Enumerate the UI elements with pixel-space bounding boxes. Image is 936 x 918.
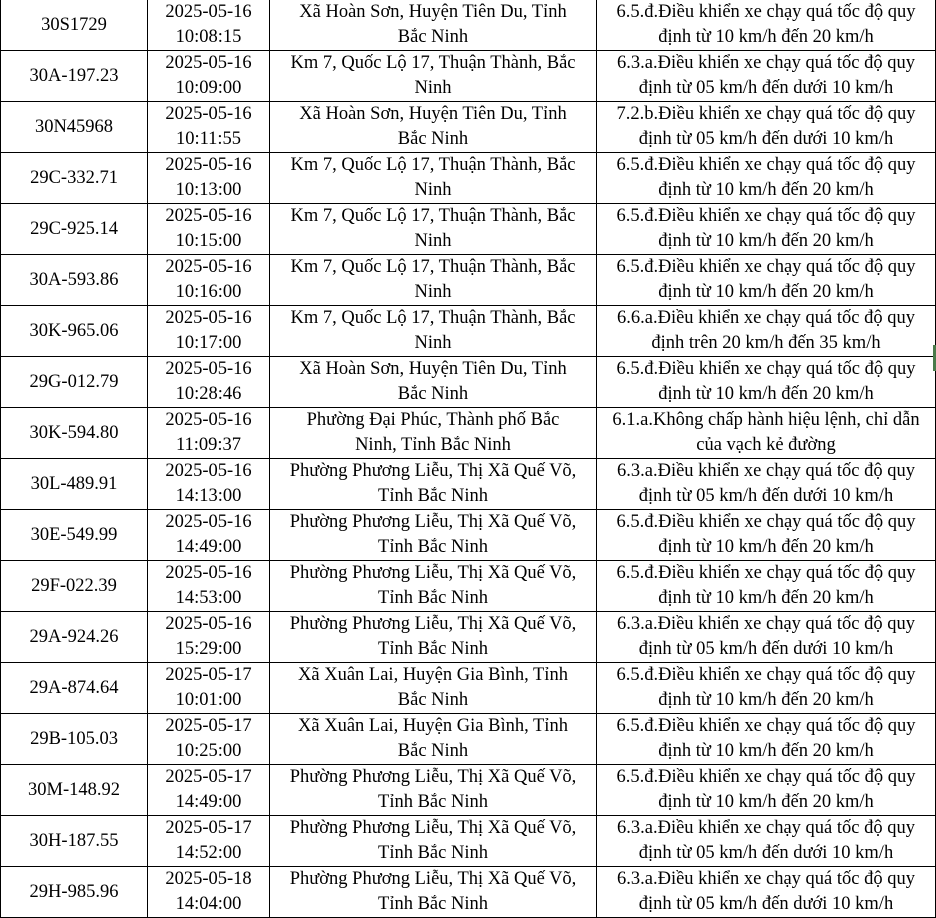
datetime-cell — [148, 0, 270, 51]
violation-line-1: 6.3.a.Điều khiển xe chạy quá tốc độ quy — [617, 461, 915, 481]
plate-cell — [1, 663, 148, 714]
violation-line-2: định trên 20 km/h đến 35 km/h — [651, 333, 881, 353]
violation-date: 2025-05-16 — [165, 53, 252, 73]
table-row — [1, 459, 936, 510]
location-line-2: Bắc Ninh — [397, 690, 469, 710]
location-cell — [270, 714, 597, 765]
violation-line-2: định từ 05 km/h đến dưới 10 km/h — [638, 639, 894, 659]
violation-date: 2025-05-17 — [165, 767, 252, 787]
plate-number: 30S1729 — [41, 14, 107, 35]
violation-line-1: 6.5.đ.Điều khiển xe chạy quá tốc độ quy — [616, 563, 916, 583]
violation-cell — [597, 663, 936, 714]
table-row — [1, 408, 936, 459]
violation-line-1: 6.3.a.Điều khiển xe chạy quá tốc độ quy — [617, 869, 915, 889]
location-line-1: Phường Phương Liễu, Thị Xã Quế Võ, — [289, 818, 577, 838]
plate-cell — [1, 357, 148, 408]
violation-line-1: 6.5.đ.Điều khiển xe chạy quá tốc độ quy — [616, 257, 916, 277]
violation-line-2: định từ 05 km/h đến dưới 10 km/h — [638, 843, 894, 863]
table-row — [1, 306, 936, 357]
violation-date: 2025-05-17 — [165, 665, 252, 685]
violation-time: 14:04:00 — [175, 894, 242, 914]
datetime-cell — [148, 255, 270, 306]
table-row — [1, 765, 936, 816]
location-line-1: Xã Hoàn Sơn, Huyện Tiên Du, Tỉnh — [299, 359, 567, 379]
plate-number: 30L-489.91 — [30, 473, 118, 494]
location-line-2: Ninh — [414, 333, 452, 353]
violation-cell — [597, 153, 936, 204]
violation-time: 10:15:00 — [175, 231, 242, 251]
violation-line-1: 6.6.a.Điều khiển xe chạy quá tốc độ quy — [617, 308, 915, 328]
violation-date: 2025-05-16 — [165, 206, 252, 226]
violation-cell — [597, 510, 936, 561]
plate-cell — [1, 561, 148, 612]
location-line-1: Phường Phương Liễu, Thị Xã Quế Võ, — [289, 869, 577, 889]
violation-line-1: 6.5.đ.Điều khiển xe chạy quá tốc độ quy — [616, 2, 916, 22]
plate-number: 30N45968 — [34, 116, 114, 137]
location-line-2: Tỉnh Bắc Ninh — [378, 843, 488, 863]
table-row — [1, 255, 936, 306]
location-cell — [270, 51, 597, 102]
datetime-cell — [148, 408, 270, 459]
location-line-2: Ninh, Tỉnh Bắc Ninh — [355, 435, 511, 455]
violation-cell — [597, 408, 936, 459]
violation-line-1: 6.5.đ.Điều khiển xe chạy quá tốc độ quy — [616, 359, 916, 379]
violation-line-2: định từ 05 km/h đến dưới 10 km/h — [638, 894, 894, 914]
violation-line-2: định từ 05 km/h đến dưới 10 km/h — [638, 486, 894, 506]
location-line-1: Km 7, Quốc Lộ 17, Thuận Thành, Bắc — [290, 53, 576, 73]
plate-cell — [1, 51, 148, 102]
location-line-1: Xã Xuân Lai, Huyện Gia Bình, Tỉnh — [298, 665, 568, 685]
location-cell — [270, 816, 597, 867]
location-line-1: Phường Phương Liễu, Thị Xã Quế Võ, — [289, 512, 577, 532]
datetime-cell — [148, 765, 270, 816]
datetime-cell — [148, 510, 270, 561]
violation-line-2: định từ 10 km/h đến 20 km/h — [658, 180, 874, 200]
location-line-1: Km 7, Quốc Lộ 17, Thuận Thành, Bắc — [290, 257, 576, 277]
violation-line-1: 6.5.đ.Điều khiển xe chạy quá tốc độ quy — [616, 512, 916, 532]
datetime-cell — [148, 306, 270, 357]
location-line-2: Ninh — [414, 180, 452, 200]
table-row — [1, 867, 936, 918]
violation-cell — [597, 51, 936, 102]
table-row — [1, 510, 936, 561]
location-cell — [270, 255, 597, 306]
location-cell — [270, 510, 597, 561]
violation-date: 2025-05-16 — [165, 359, 252, 379]
location-line-1: Km 7, Quốc Lộ 17, Thuận Thành, Bắc — [290, 308, 576, 328]
plate-number: 29A-874.64 — [29, 677, 119, 698]
violation-time: 10:09:00 — [175, 78, 242, 98]
datetime-cell — [148, 204, 270, 255]
location-line-2: Tỉnh Bắc Ninh — [378, 894, 488, 914]
table-row — [1, 0, 936, 51]
violation-cell — [597, 714, 936, 765]
violation-cell — [597, 357, 936, 408]
violation-date: 2025-05-16 — [165, 257, 252, 277]
plate-number: 30A-197.23 — [29, 65, 119, 86]
plate-cell — [1, 408, 148, 459]
location-line-1: Phường Phương Liễu, Thị Xã Quế Võ, — [289, 767, 577, 787]
plate-number: 30E-549.99 — [30, 524, 118, 545]
violation-line-1: 6.3.a.Điều khiển xe chạy quá tốc độ quy — [617, 53, 915, 73]
violation-date: 2025-05-16 — [165, 155, 252, 175]
plate-cell — [1, 0, 148, 51]
plate-cell — [1, 714, 148, 765]
table-row — [1, 357, 936, 408]
plate-number: 29F-022.39 — [31, 575, 117, 596]
table-row — [1, 612, 936, 663]
location-line-2: Bắc Ninh — [397, 129, 469, 149]
datetime-cell — [148, 612, 270, 663]
location-line-2: Tỉnh Bắc Ninh — [378, 588, 488, 608]
plate-number: 30K-594.80 — [29, 422, 119, 443]
location-cell — [270, 408, 597, 459]
datetime-cell — [148, 663, 270, 714]
violation-line-2: định từ 05 km/h đến dưới 10 km/h — [638, 129, 894, 149]
violation-date: 2025-05-17 — [165, 716, 252, 736]
plate-cell — [1, 204, 148, 255]
violation-line-1: 7.2.b.Điều khiển xe chạy quá tốc độ quy — [616, 104, 916, 124]
datetime-cell — [148, 51, 270, 102]
violation-line-1: 6.1.a.Không chấp hành hiệu lệnh, chỉ dẫn — [612, 410, 920, 430]
datetime-cell — [148, 714, 270, 765]
location-line-2: Tỉnh Bắc Ninh — [378, 792, 488, 812]
plate-number: 29A-924.26 — [29, 626, 119, 647]
datetime-cell — [148, 153, 270, 204]
location-line-1: Km 7, Quốc Lộ 17, Thuận Thành, Bắc — [290, 155, 576, 175]
plate-cell — [1, 153, 148, 204]
location-cell — [270, 561, 597, 612]
location-cell — [270, 0, 597, 51]
violation-line-2: định từ 10 km/h đến 20 km/h — [658, 741, 874, 761]
violation-line-1: 6.5.đ.Điều khiển xe chạy quá tốc độ quy — [616, 665, 916, 685]
violation-line-2: định từ 10 km/h đến 20 km/h — [658, 27, 874, 47]
violation-time: 14:49:00 — [175, 792, 242, 812]
location-line-1: Phường Phương Liễu, Thị Xã Quế Võ, — [289, 461, 577, 481]
table-row — [1, 204, 936, 255]
plate-cell — [1, 612, 148, 663]
violation-time: 14:13:00 — [175, 486, 242, 506]
table-row — [1, 561, 936, 612]
violation-line-2: định từ 10 km/h đến 20 km/h — [658, 588, 874, 608]
violation-date: 2025-05-16 — [165, 461, 252, 481]
location-line-2: Ninh — [414, 231, 452, 251]
violation-time: 10:11:55 — [175, 129, 242, 149]
violation-cell — [597, 561, 936, 612]
location-line-1: Km 7, Quốc Lộ 17, Thuận Thành, Bắc — [290, 206, 576, 226]
violation-line-2: định từ 10 km/h đến 20 km/h — [658, 690, 874, 710]
location-cell — [270, 459, 597, 510]
table-row — [1, 663, 936, 714]
location-line-1: Xã Xuân Lai, Huyện Gia Bình, Tỉnh — [298, 716, 568, 736]
table-row — [1, 714, 936, 765]
violation-time: 10:28:46 — [175, 384, 242, 404]
violation-cell — [597, 765, 936, 816]
plate-cell — [1, 102, 148, 153]
location-line-2: Bắc Ninh — [397, 27, 469, 47]
location-cell — [270, 357, 597, 408]
violation-time: 10:13:00 — [175, 180, 242, 200]
violation-date: 2025-05-17 — [165, 818, 252, 838]
violation-time: 10:16:00 — [175, 282, 242, 302]
location-line-1: Xã Hoàn Sơn, Huyện Tiên Du, Tỉnh — [299, 2, 567, 22]
violation-time: 14:52:00 — [175, 843, 242, 863]
violation-line-1: 6.5.đ.Điều khiển xe chạy quá tốc độ quy — [616, 716, 916, 736]
violation-line-2: của vạch kẻ đường — [696, 435, 836, 455]
location-line-1: Xã Hoàn Sơn, Huyện Tiên Du, Tỉnh — [299, 104, 567, 124]
violation-line-2: định từ 10 km/h đến 20 km/h — [658, 282, 874, 302]
plate-cell — [1, 306, 148, 357]
violation-date: 2025-05-16 — [165, 614, 252, 634]
violation-cell — [597, 306, 936, 357]
violation-line-2: định từ 10 km/h đến 20 km/h — [658, 537, 874, 557]
location-line-2: Ninh — [414, 282, 452, 302]
violation-date: 2025-05-18 — [165, 869, 252, 889]
location-cell — [270, 765, 597, 816]
datetime-cell — [148, 102, 270, 153]
violation-cell — [597, 0, 936, 51]
violation-cell — [597, 255, 936, 306]
location-line-2: Tỉnh Bắc Ninh — [378, 486, 488, 506]
datetime-cell — [148, 867, 270, 918]
violation-cell — [597, 204, 936, 255]
violation-cell — [597, 612, 936, 663]
location-cell — [270, 204, 597, 255]
violation-time: 11:09:37 — [175, 435, 242, 455]
violation-date: 2025-05-16 — [165, 563, 252, 583]
location-line-1: Phường Phương Liễu, Thị Xã Quế Võ, — [289, 563, 577, 583]
violation-cell — [597, 102, 936, 153]
location-cell — [270, 153, 597, 204]
location-line-2: Tỉnh Bắc Ninh — [378, 537, 488, 557]
plate-number: 30M-148.92 — [28, 779, 120, 800]
plate-number: 30H-187.55 — [29, 830, 119, 851]
violation-line-2: định từ 10 km/h đến 20 km/h — [658, 231, 874, 251]
location-line-1: Phường Đại Phúc, Thành phố Bắc — [306, 410, 560, 430]
plate-cell — [1, 816, 148, 867]
violation-line-1: 6.3.a.Điều khiển xe chạy quá tốc độ quy — [617, 614, 915, 634]
table-row — [1, 816, 936, 867]
violation-time: 14:53:00 — [175, 588, 242, 608]
table-row — [1, 51, 936, 102]
violation-date: 2025-05-16 — [165, 512, 252, 532]
plate-number: 30A-593.86 — [29, 269, 119, 290]
plate-cell — [1, 459, 148, 510]
plate-number: 29G-012.79 — [29, 371, 119, 392]
location-cell — [270, 306, 597, 357]
violation-line-1: 6.3.a.Điều khiển xe chạy quá tốc độ quy — [617, 818, 915, 838]
plate-number: 29C-925.14 — [30, 218, 118, 239]
violation-time: 14:49:00 — [175, 537, 242, 557]
plate-number: 29B-105.03 — [30, 728, 118, 749]
violation-line-2: định từ 10 km/h đến 20 km/h — [658, 384, 874, 404]
plate-cell — [1, 867, 148, 918]
violation-cell — [597, 867, 936, 918]
location-line-2: Bắc Ninh — [397, 741, 469, 761]
violation-date: 2025-05-16 — [165, 104, 252, 124]
plate-cell — [1, 765, 148, 816]
plate-number: 29H-985.96 — [29, 881, 119, 902]
violation-time: 15:29:00 — [175, 639, 242, 659]
datetime-cell — [148, 459, 270, 510]
plate-cell — [1, 510, 148, 561]
location-cell — [270, 663, 597, 714]
plate-cell — [1, 255, 148, 306]
location-cell — [270, 867, 597, 918]
violations-table-body — [1, 0, 936, 918]
violation-cell — [597, 816, 936, 867]
violation-time: 10:25:00 — [175, 741, 242, 761]
location-cell — [270, 102, 597, 153]
plate-number: 29C-332.71 — [30, 167, 118, 188]
violation-line-1: 6.5.đ.Điều khiển xe chạy quá tốc độ quy — [616, 155, 916, 175]
location-cell — [270, 612, 597, 663]
plate-number: 30K-965.06 — [29, 320, 119, 341]
violation-date: 2025-05-16 — [165, 2, 252, 22]
table-row — [1, 102, 936, 153]
violation-time: 10:08:15 — [175, 27, 242, 47]
violation-date: 2025-05-16 — [165, 308, 252, 328]
violation-time: 10:01:00 — [175, 690, 242, 710]
violation-time: 10:17:00 — [175, 333, 242, 353]
violation-line-2: định từ 10 km/h đến 20 km/h — [658, 792, 874, 812]
violation-date: 2025-05-16 — [165, 410, 252, 430]
violation-line-2: định từ 05 km/h đến dưới 10 km/h — [638, 78, 894, 98]
datetime-cell — [148, 561, 270, 612]
violation-line-1: 6.5.đ.Điều khiển xe chạy quá tốc độ quy — [616, 767, 916, 787]
datetime-cell — [148, 357, 270, 408]
location-line-2: Tỉnh Bắc Ninh — [378, 639, 488, 659]
location-line-1: Phường Phương Liễu, Thị Xã Quế Võ, — [289, 614, 577, 634]
violation-line-1: 6.5.đ.Điều khiển xe chạy quá tốc độ quy — [616, 206, 916, 226]
violation-cell — [597, 459, 936, 510]
location-line-2: Ninh — [414, 78, 452, 98]
location-line-2: Bắc Ninh — [397, 384, 469, 404]
table-row — [1, 153, 936, 204]
datetime-cell — [148, 816, 270, 867]
